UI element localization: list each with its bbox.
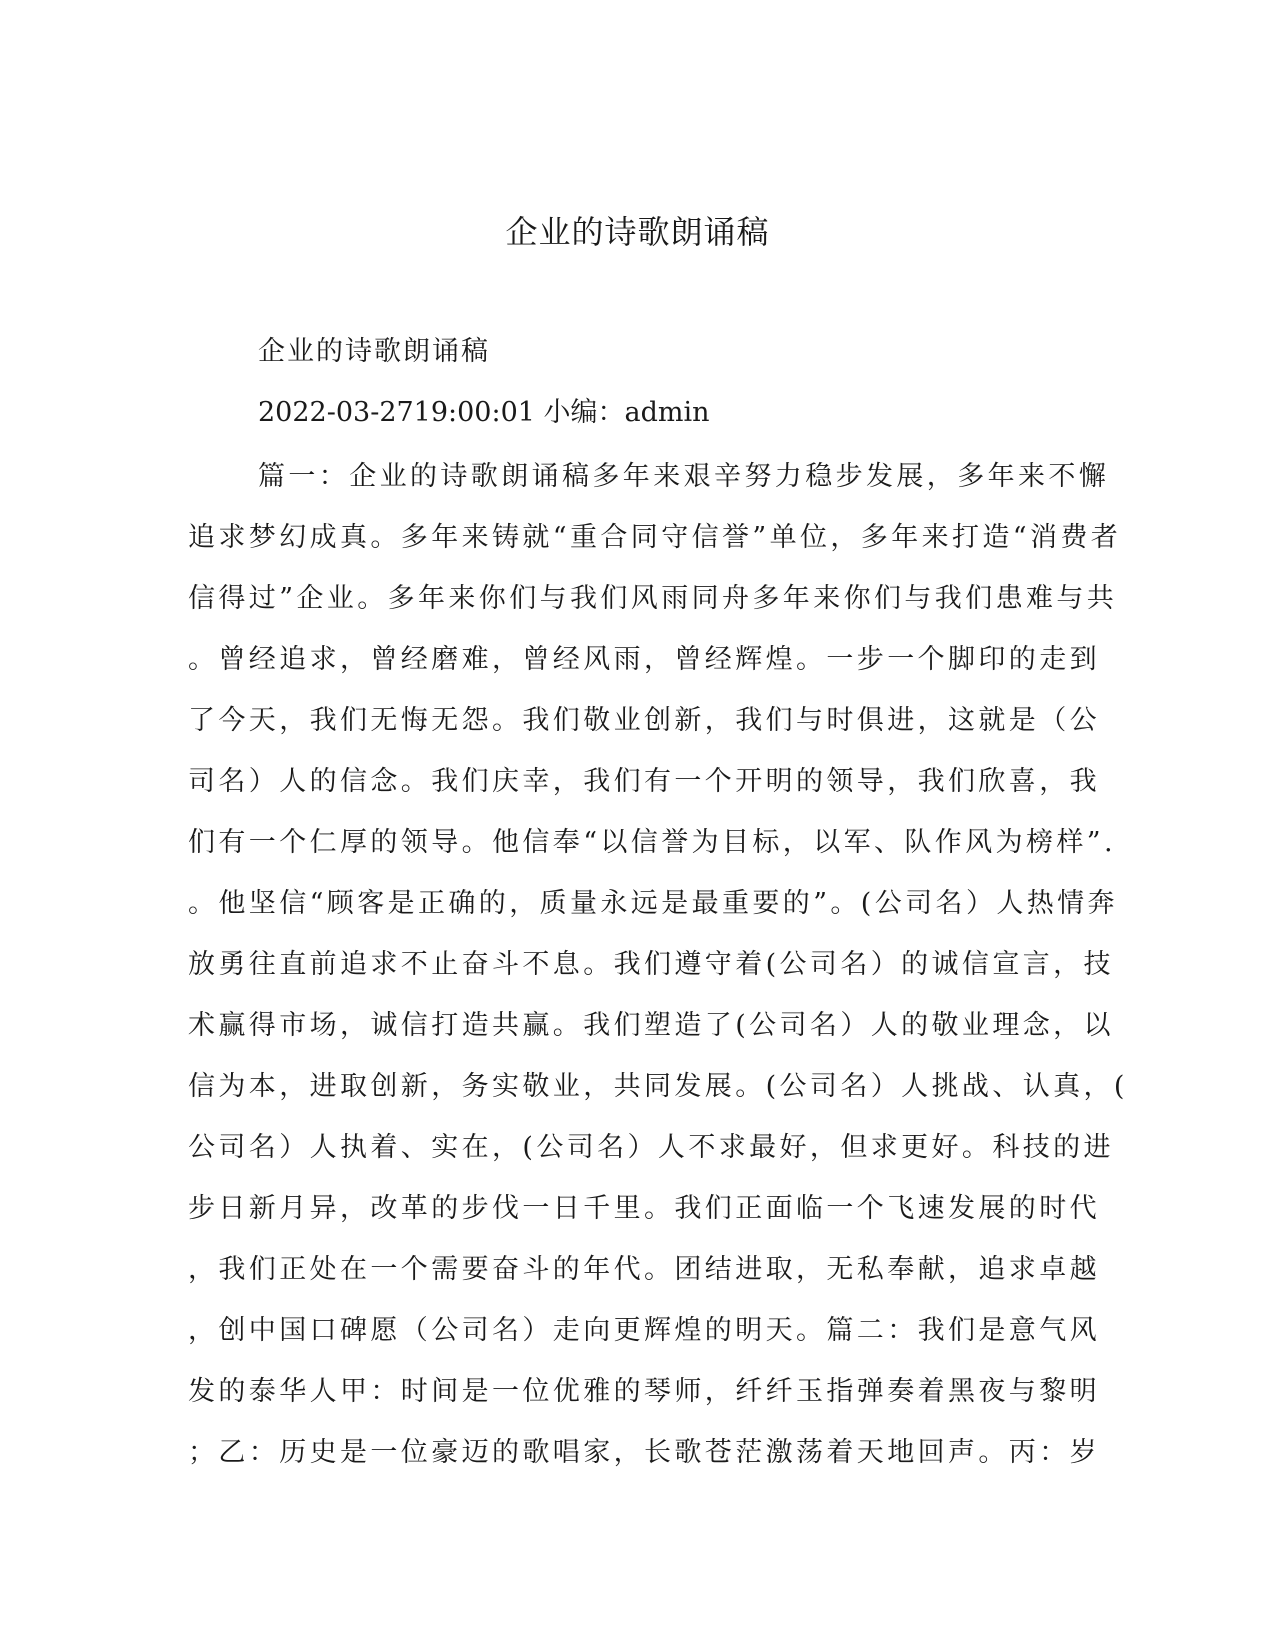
body-line: 放勇往直前追求不止奋斗不息。我们遵守着(公司名）的诚信宣言，技	[188, 949, 1114, 980]
body-line: 。他坚信“顾客是正确的，质量永远是最重要的”。(公司名）人热情奔	[188, 888, 1118, 919]
document-subtitle: 企业的诗歌朗诵稿	[258, 336, 490, 367]
body-line: 发的泰华人甲：时间是一位优雅的琴师，纤纤玉指弹奏着黑夜与黎明	[188, 1376, 1100, 1407]
document-body	[188, 446, 1128, 1483]
body-line: 司名）人的信念。我们庆幸，我们有一个开明的领导，我们欣喜，我	[188, 766, 1100, 797]
body-line: 术赢得市场，诚信打造共赢。我们塑造了(公司名）人的敬业理念，以	[188, 1010, 1114, 1041]
body-line: 公司名）人执着、实在，(公司名）人不求最好，但求更好。科技的进	[188, 1132, 1114, 1163]
body-line: ，创中国口碑愿（公司名）走向更辉煌的明天。篇二：我们是意气风	[188, 1315, 1100, 1346]
document-meta: 2022-03-2719:00:01 小编：admin	[258, 397, 710, 428]
body-line: ；乙：历史是一位豪迈的歌唱家，长歌苍茫激荡着天地回声。丙：岁	[188, 1437, 1100, 1468]
body-line: 篇一：企业的诗歌朗诵稿多年来艰辛努力稳步发展，多年来不懈	[258, 461, 1110, 492]
body-line: 信得过”企业。多年来你们与我们风雨同舟多年来你们与我们患难与共	[188, 583, 1118, 614]
body-line: 了今天，我们无悔无怨。我们敬业创新，我们与时俱进，这就是（公	[188, 705, 1100, 736]
body-line: 追求梦幻成真。多年来铸就“重合同守信誉”单位，多年来打造“消费者	[188, 522, 1122, 553]
document-title: 企业的诗歌朗诵稿	[505, 213, 770, 251]
body-line: 。曾经追求，曾经磨难，曾经风雨，曾经辉煌。一步一个脚印的走到	[188, 644, 1100, 675]
body-line: ，我们正处在一个需要奋斗的年代。团结进取，无私奉献，追求卓越	[188, 1254, 1100, 1285]
body-line: 们有一个仁厚的领导。他信奉“以信誉为目标，以军、队作风为榜样”.	[188, 827, 1116, 858]
body-line: 步日新月异，改革的步伐一日千里。我们正面临一个飞速发展的时代	[188, 1193, 1100, 1224]
body-line: 信为本，进取创新，务实敬业，共同发展。(公司名）人挑战、认真，(	[188, 1071, 1128, 1102]
